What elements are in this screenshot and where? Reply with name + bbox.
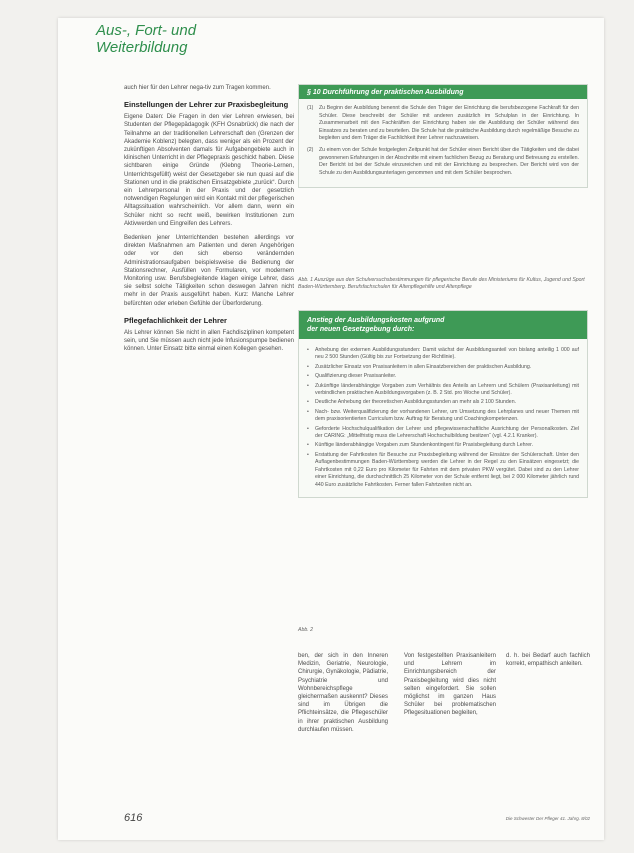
list-item: • Qualifizierung dieser Praxisanleiter.	[307, 373, 579, 380]
paragraph-2: Bedenken jener Unterrichtenden bestehen allerdings vor direkten Maßnahmen am Patienten und deren Angehörigen oder vor den sich ebenso verändernden Administrationsaufgaben beispielsweise die Bedienung der Stationsrechner, Ausfüllen von Formularen, vor modernem Monitoring usw. Berufsbegleitende klagen einige Lehrer, dass sie selbst solche Tätigkeiten schon deswegen Jahren nicht mehr in der Praxis ausgeführt haben. Kurz: Manche Lehrer befürchten oder erleben Gefühle der Überforderung.	[124, 235, 294, 307]
paragraph-3: Als Lehrer können Sie nicht in allen Fachdisziplinen kompetent sein, und Sie müssen auch nicht jede Infusionspumpe bedienen können. Unter Einsatz bitte einmal einen Kollegen gesehen.	[124, 329, 294, 353]
figure-caption-2: Abb. 2	[298, 627, 313, 633]
journal-reference: Die Schwester Der Pfleger 41. Jahrg. 8/02	[505, 816, 590, 821]
bottom-column-1: ben, der sich in den Inneren Medizin, Geriatrie, Neurologie, Chirurgie, Gynäkologie, Pädiatrie, Psychiatrie und Wohnbereichspflege gleichermaßen auskennt? Dieses sind im Übrigen die Pflichteinsätze, die Pflegeschüler in ihrer praktischen Ausbildung durchlaufen müssen.	[298, 653, 388, 733]
heading-lehrer-einstellungen: Einstellungen der Lehrer zur Praxisbegleitung	[124, 100, 289, 110]
bottom-column-3: d. h. bei Bedarf auch fachlich korrekt, empathisch anleiten.	[506, 653, 590, 668]
box-paragraph-text: Zu einem von der Schule festgelegten Zeitpunkt hat der Schüler einen Bericht über die Tätigkeiten und die dabei gewonnenen Erfahrungen in der Abschnitte mit einem fachlichen Bezug zu Beratung und Betreuung zu erstellen. Der Bericht ist bei der Schule einzureichen und mit der Einrichtung zu besprechen. Der Bericht wird von der Schule zu den Ausbildungsunterlagen genommen und mit dem Schüler besprochen.	[319, 146, 579, 176]
intro-text: auch hier für den Lehrer nega-tiv zum Tragen kommen.	[124, 85, 271, 91]
info-box-paragraph-10	[298, 84, 588, 188]
info-box-body	[299, 99, 587, 187]
list-item: • Zukünftige länderabhängige Vorgaben zum Verhältnis des Anteils an Lehrern und Schülern (Praxisanleitung) mit verbindlichen praktischen Ausbildungsvorgaben (z. B. 2 Std. pro Woche und Schüler).	[307, 383, 579, 398]
info-box-header: § 10 Durchführung der praktischen Ausbildung	[299, 85, 587, 99]
section-title-line1: Aus-, Fort- und	[96, 22, 197, 39]
list-item: • Anhebung der externen Ausbildungsstunden: Damit wächst der Ausbildungsanteil von bislang anteilig 1 000 auf neu 2 500 Stunden (Gültig bis zur Fortsetzung der Richtlinie).	[307, 347, 579, 362]
left-column	[124, 84, 294, 359]
box-paragraph-number: (2)	[307, 146, 314, 153]
cost-factor-list	[299, 339, 587, 497]
list-item: • Erstattung der Fahrtkosten für Besuche zur Praxisbegleitung während der Einsätze der Schülerschaft. Unter den Auflagenbestimmungen Baden-Württemberg werden die Lehrer in der Regel zu den Einsätzen eingesetzt; die Fahrtkosten mit 0,22 Euro pro Kilometer für Fahrten mit dem privaten PKW vergütet. Dabei sind zu den Lehrer einer Einrichtung, die durchschnittlich 25 Kilometer von der Schule entfernt liegt, bei 2 000 Kilometer jährlich rund 440 Euro zusätzliche Fahrtkosten. Ferner fallen Fahrtzeiten nicht an.	[307, 452, 579, 489]
section-title-line2: Weiterbildung	[96, 39, 188, 56]
box-paragraph-text: Zu Beginn der Ausbildung benennt die Schule den Träger der Einrichtung die berufsbezogene Fachkraft für den Schüler. Diese beschreibt der Schüler mit anderen zusätzlich im Schulplan in der Einrichtung. In Zusammenarbeit mit den Fachkräften der Einrichtung haben sie die Ausbildung der Schüler während des Einsatzes zu beraten und zu beurteilen. Die Schule hat die praktische Ausbildung durch regelmäßige Besuche zu begleiten und dem Träger die Fachlichkeit ihrer Lehrer nachzuweisen.	[319, 105, 579, 142]
header-line-1: Anstieg der Ausbildungskosten aufgrund	[307, 317, 445, 324]
page-number: 616	[124, 812, 143, 824]
list-item: • Deutliche Anhebung der theoretischen Ausbildungsstunden an mehr als 2 100 Stunden.	[307, 399, 579, 406]
header-line-2: der neuen Gesetzgebung durch:	[307, 326, 415, 333]
bottom-column-2: Von festgestellten Praxisanleitern und Lehrern im Einrichtungsbereich der Praxisbegleitung wird dies nicht selten eingefordert. Sie sollen möglichst im ganzen Haus Schüler bei problematischen Pflegesituationen begleiten,	[404, 653, 496, 717]
list-item: • Künftige länderabhängige Vorgaben zum Stundenkontingent für Praxisbegleitung durch Lehrer.	[307, 442, 579, 449]
box-paragraph-2	[307, 147, 579, 177]
section-title	[96, 22, 296, 56]
info-box-header	[299, 311, 587, 339]
paragraph-1: Eigene Daten: Die Fragen in den vier Lehren erwiesen, bei Studenten der Pflegepädagogik (KFH Osnabrück) die nach der Teilnahme an der traditionellen Lehrerschaft den (Grenzen der Akademie Koblenz) belegten, dass weniger als ein Prozent der zukünftigen Absolventen damals für Aufgabengebiete auch in klinischen Unterricht in der Pflegepraxis geschickt haben. Diese sichtbaren einige Gründe (Klebng Theorie-Lernen, Unterrichtsgefüllt) weist der Gesetzgeber sie nun quasi auf die Stationen und in die praktischen Einsatzgebiete „zurück“. Durch ein Lehrerpersonal in der Praxis und der gesetzlich notwendigen Regelungen wird ein Kontakt mit der pflegerischen Alltagssituation wahrscheinlich. Vor allem dann, wenn ein Schüler nicht so recht weiß, bewirken Institutionen zum Aktivwerden und Eingreifen des Lehrers.	[124, 114, 294, 227]
list-item: • Nach- bzw. Weiterqualifizierung der vorhandenen Lehrer, um Umsetzung des Lehrplanes und neuer Themen mit dem praxisorientierten Curriculum bzw. Auftrag für Beratung und Coachingkompetenzen.	[307, 409, 579, 424]
box-paragraph-1	[307, 105, 579, 143]
list-item: • Geforderte Hochschulqualifikation der Lehrer und pflegewissenschaftliche Ausrichtung der Personalkosten. Ziel der CARING: „Mittelfristig muss die Lehrerschaft Hochschulbildung besitzen“ (vgl. 4.2.1 Kranker).	[307, 426, 579, 441]
list-item: • Zusätzlicher Einsatz von Praxisanleitern in allen Einsatzbereichen der praktischen Ausbildung.	[307, 364, 579, 371]
info-box-ausbildungskosten	[298, 310, 588, 498]
heading-pflegefachlichkeit: Pflegefachlichkeit der Lehrer	[124, 315, 227, 325]
box-paragraph-number: (1)	[307, 105, 314, 111]
figure-caption-1: Abb. 1 Auszüge aus den Schulversuchsbestimmungen für pflegerische Berufe des Ministeriums für Kultus, Jugend und Sport Baden-Württemberg. Berufsfachschulen für Altenpflegehilfe und Altenpflege	[298, 277, 585, 291]
